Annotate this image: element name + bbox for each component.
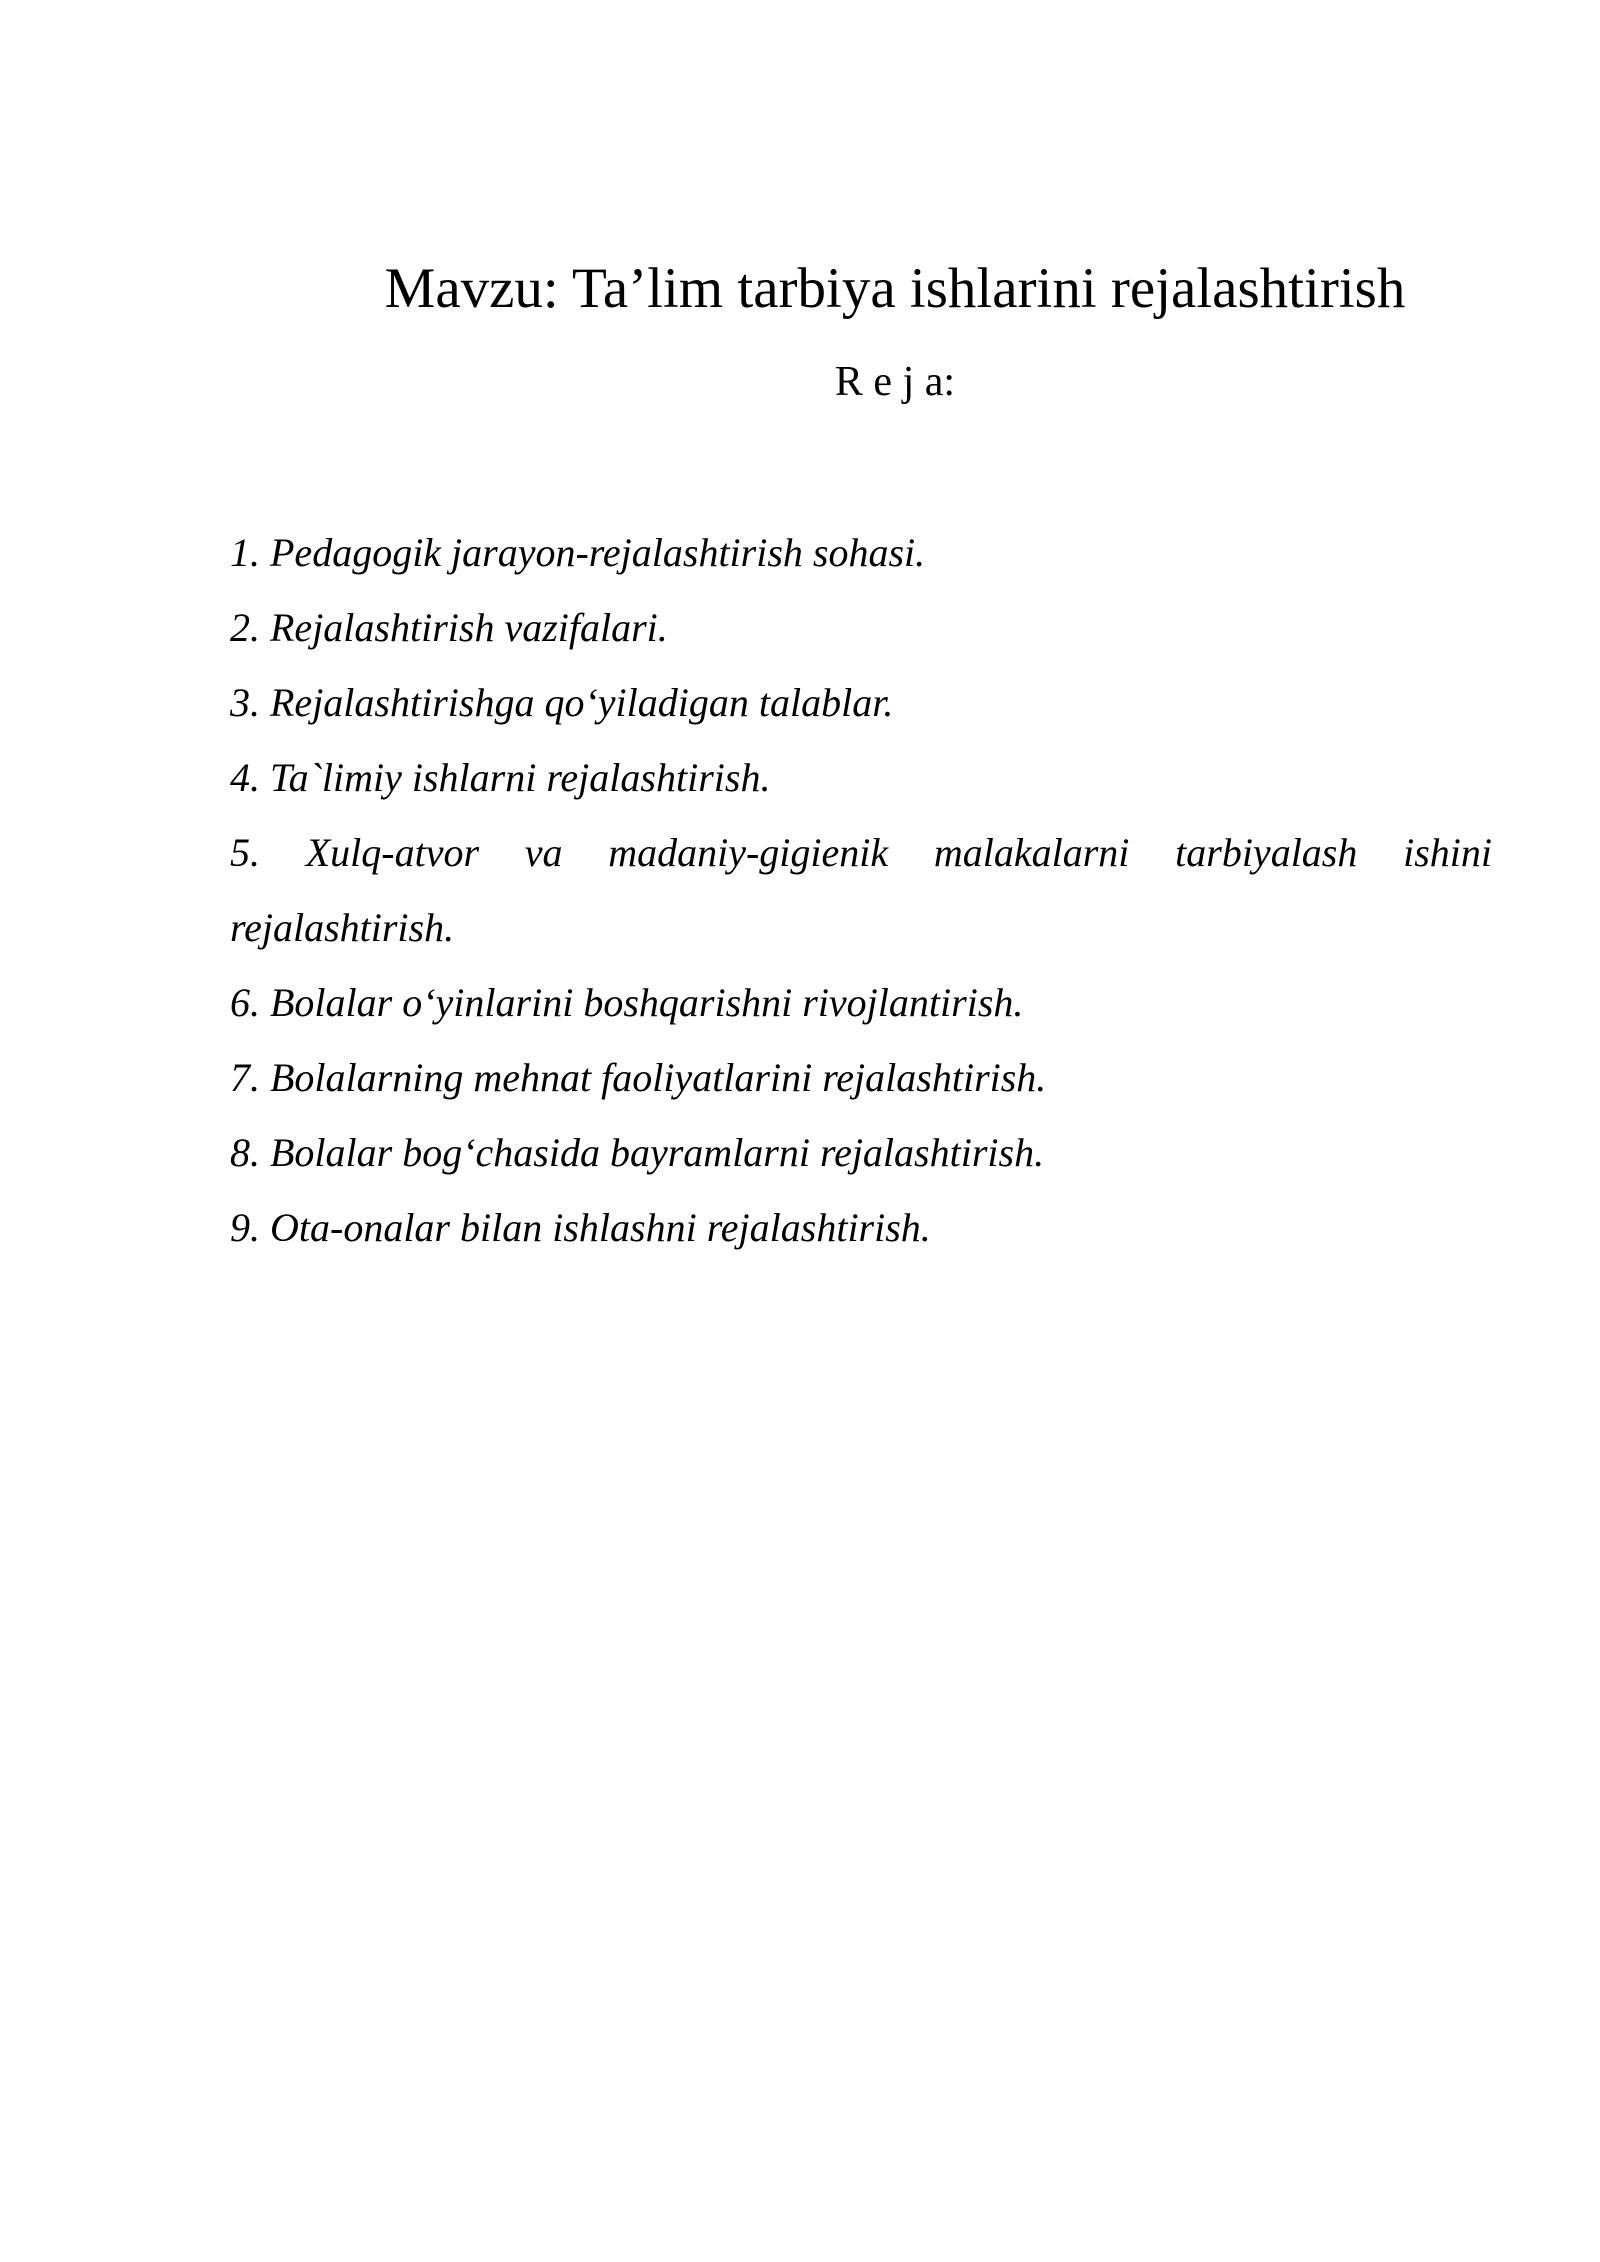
- plan-item: 8. Bolalar bog‘chasida bayramlarni rejalashtirish.: [230, 1130, 1045, 1175]
- plan-item: 1. Pedagogik jarayon-rejalashtirish sohasi.: [230, 530, 926, 575]
- plan-item: 4. Ta`limiy ishlarni rejalashtirish.: [230, 755, 771, 800]
- plan-item: 9. Ota-onalar bilan ishlashni rejalashtirish.: [230, 1205, 931, 1250]
- plan-item: 7. Bolalarning mehnat faoliyatlarini rejalashtirish.: [230, 1055, 1047, 1100]
- plan-item: 2. Rejalashtirish vazifalari.: [230, 605, 668, 650]
- plan-list: [230, 515, 1492, 1265]
- plan-heading: R e j a:: [834, 359, 956, 405]
- document-title: Mavzu: Ta’lim tarbiya ishlarini rejalashtirish: [384, 257, 1406, 320]
- plan-item: 3. Rejalashtirishga qo‘yiladigan talablar.: [230, 680, 894, 725]
- plan-item: 5. Xulq-atvor va madaniy-gigienik malakalarni tarbiyalash ishini rejalashtirish.: [230, 830, 1492, 950]
- plan-item: 6. Bolalar o‘yinlarini boshqarishni rivojlantirish.: [230, 980, 1024, 1025]
